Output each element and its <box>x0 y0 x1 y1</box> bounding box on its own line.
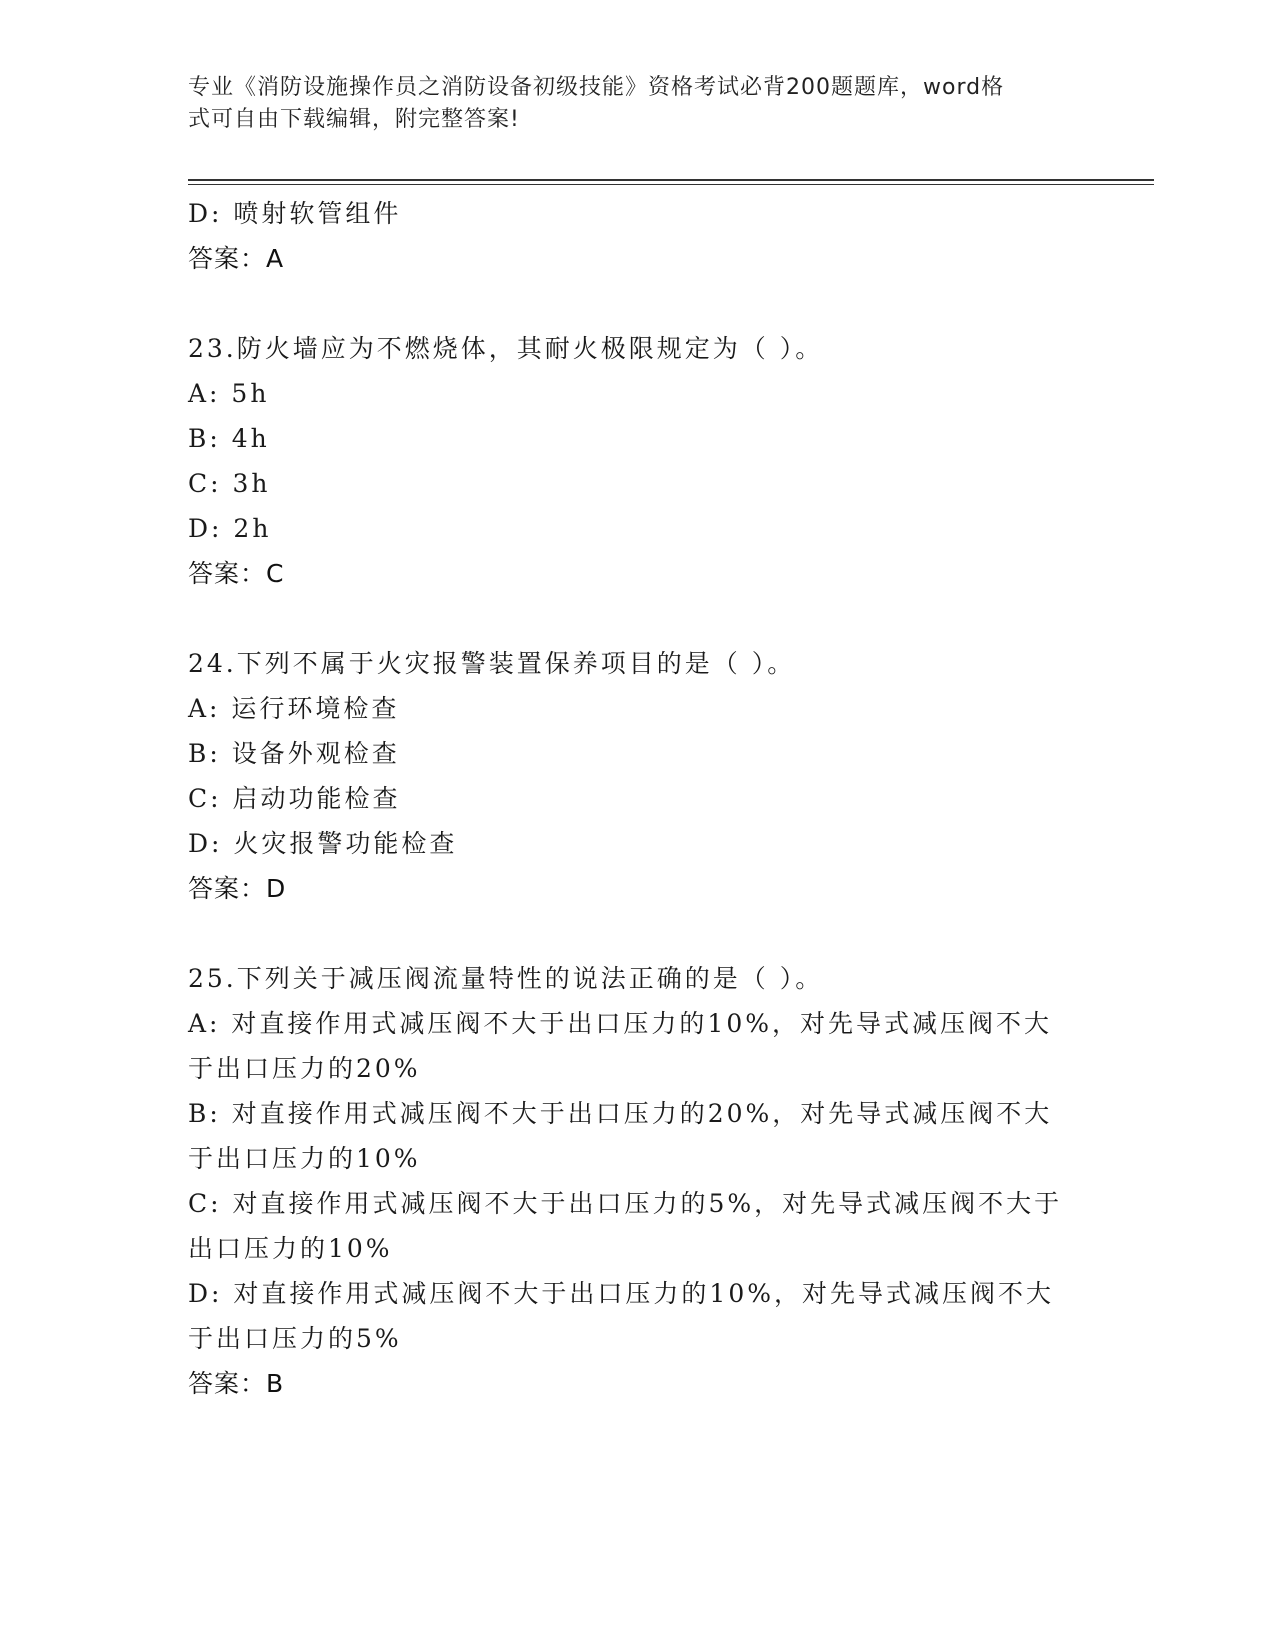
header-divider-thin <box>188 184 1154 185</box>
option-c: C: 3h <box>188 469 271 498</box>
option-c: C: 启动功能检查 <box>188 784 401 813</box>
option-a-line-2: 于出口压力的20% <box>188 1054 421 1083</box>
header-line-2: 式可自由下载编辑，附完整答案! <box>188 107 520 132</box>
prev-option-d: D: 喷射软管组件 <box>188 199 402 228</box>
question-stem: 23.防火墙应为不燃烧体，其耐火极限规定为（ ）。 <box>188 334 824 363</box>
question-answer: 答案：B <box>188 1369 285 1398</box>
option-d: D: 火灾报警功能检查 <box>188 829 458 858</box>
question-answer: 答案：C <box>188 559 285 588</box>
question-stem: 25.下列关于减压阀流量特性的说法正确的是（ ）。 <box>188 964 824 993</box>
question-25 <box>188 956 1088 1406</box>
option-c-line-1: C: 对直接作用式减压阀不大于出口压力的5%，对先导式减压阀不大于 <box>188 1189 1063 1218</box>
question-answer: 答案：D <box>188 874 287 903</box>
option-c-line-2: 出口压力的10% <box>188 1234 393 1263</box>
option-b: B: 设备外观检查 <box>188 739 400 768</box>
question-24 <box>188 641 1088 911</box>
option-a: A: 5h <box>188 379 270 408</box>
option-a-line-1: A: 对直接作用式减压阀不大于出口压力的10%，对先导式减压阀不大 <box>188 1009 1052 1038</box>
document-header <box>188 72 1068 136</box>
question-stem: 24.下列不属于火灾报警装置保养项目的是（ ）。 <box>188 649 796 678</box>
option-a <box>188 1001 1088 1091</box>
header-line-1: 专业《消防设施操作员之消防设备初级技能》资格考试必背200题题库，word格 <box>188 75 1005 100</box>
spacer <box>188 596 1088 641</box>
spacer <box>188 281 1088 326</box>
option-c <box>188 1181 1088 1271</box>
option-b-line-2: 于出口压力的10% <box>188 1144 421 1173</box>
option-b: B: 4h <box>188 424 270 453</box>
option-a: A: 运行环境检查 <box>188 694 400 723</box>
spacer <box>188 911 1088 956</box>
prev-answer: 答案：A <box>188 244 285 273</box>
option-d: D: 2h <box>188 514 272 543</box>
option-b <box>188 1091 1088 1181</box>
option-d <box>188 1271 1088 1361</box>
header-divider-thick <box>188 179 1154 181</box>
option-d-line-1: D: 对直接作用式减压阀不大于出口压力的10%，对先导式减压阀不大 <box>188 1279 1054 1308</box>
option-d-line-2: 于出口压力的5% <box>188 1324 402 1353</box>
question-list <box>188 191 1088 1406</box>
question-23 <box>188 326 1088 596</box>
option-b-line-1: B: 对直接作用式减压阀不大于出口压力的20%，对先导式减压阀不大 <box>188 1099 1053 1128</box>
